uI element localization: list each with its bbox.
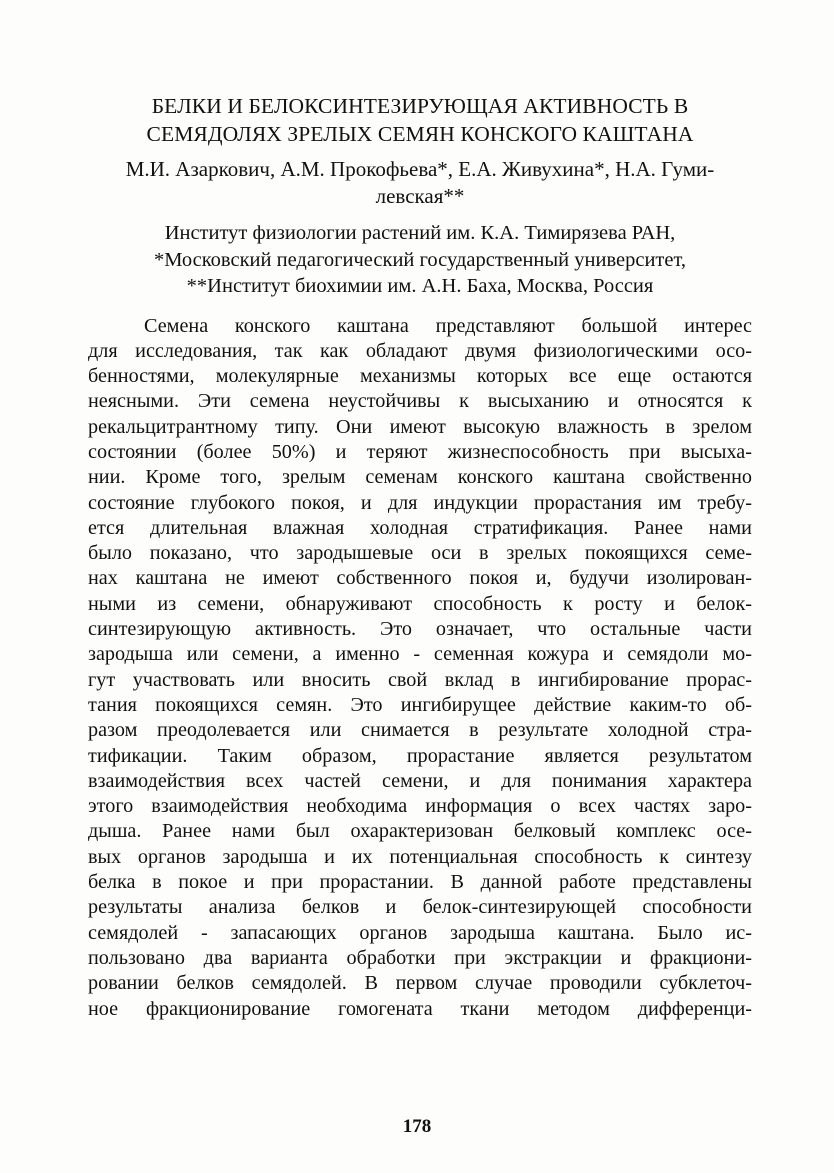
body-line: состояние глубокого покоя, и для индукции прорастания им требу- (88, 491, 752, 514)
affiliations (88, 220, 752, 300)
body-line: семядолей - запасающих органов зародыша каштана. Было ис- (88, 921, 752, 944)
affiliation-line: Институт физиологии растений им. К.А. Тимирязева РАН, (164, 222, 676, 244)
body-line: ется длительная влажная холодная стратификация. Ранее нами (88, 516, 752, 539)
body-line: гут участвовать или вносить свой вклад в ингибирование прорас- (88, 668, 752, 691)
body-line: ными из семени, обнаруживают способность к росту и белок- (88, 592, 752, 615)
affiliation-line: *Московский педагогический государственный университет, (153, 248, 687, 271)
body-line: ное фракционирование гомогената ткани методом дифференци- (88, 997, 752, 1020)
title-line: БЕЛКИ И БЕЛОКСИНТЕЗИРУЮЩАЯ АКТИВНОСТЬ В (151, 94, 689, 118)
body-line: нах каштана не имеют собственного покоя и, будучи изолирован- (88, 567, 752, 590)
body-line: этого взаимодействия необходима информация о всех частях заро- (88, 795, 752, 818)
body-line: Семена конского каштана представляют большой интерес (144, 314, 752, 337)
authors-line: М.И. Азаркович, А.М. Прокофьева*, Е.А. Живухина*, Н.А. Гуми- (125, 157, 715, 181)
body-line: результаты анализа белков и белок-синтезирующей способности (88, 896, 752, 919)
article-title (88, 92, 752, 148)
body-line: состоянии (более 50%) и теряют жизнеспособность при высыха- (88, 440, 752, 463)
authors (88, 156, 752, 210)
body-line: тификации. Таким образом, прорастание является результатом (88, 744, 752, 767)
body-line: рекальцитрантному типу. Они имеют высокую влажность в зрелом (88, 415, 752, 438)
body-line: неясными. Эти семена неустойчивы к высыханию и относятся к (88, 390, 752, 413)
body-line: для исследования, так как обладают двумя физиологическими осо- (88, 339, 752, 362)
body-line: бенностями, молекулярные механизмы которых все еще остаются (88, 365, 752, 388)
body-line: белка в покое и при прорастании. В данной работе представлены (88, 871, 752, 894)
body-line: взаимодействия всех частей семени, и для понимания характера (88, 769, 752, 792)
body-line: тания покоящихся семян. Это ингибирущее действие каким-то об- (88, 693, 752, 716)
body-line: пользовано два варианта обработки при экстракции и фракциони- (88, 946, 752, 969)
body-line: зародыша или семени, а именно - семенная кожура и семядоли мо- (88, 643, 752, 666)
body-line: синтезирующую активность. Это означает, что остальные части (88, 618, 752, 641)
body-line: вых органов зародыша и их потенциальная способность к синтезу (88, 845, 752, 868)
page-content (88, 92, 752, 1022)
body-line: было показано, что зародышевые оси в зрелых покоящихся семе- (88, 542, 752, 565)
affiliation-line: **Институт биохимии им. А.Н. Баха, Москва, Россия (186, 275, 654, 297)
body-line: ровании белков семядолей. В первом случае проводили субклеточ- (88, 972, 752, 995)
body-paragraph (88, 314, 752, 1022)
body-line: нии. Кроме того, зрелым семенам конского каштана свойственно (88, 466, 752, 489)
title-line: СЕМЯДОЛЯХ ЗРЕЛЫХ СЕМЯН КОНСКОГО КАШТАНА (146, 122, 694, 146)
body-line: разом преодолевается или снимается в результате холодной стра- (88, 719, 752, 742)
body-line: дыша. Ранее нами был охарактеризован белковый комплекс осе- (88, 820, 752, 843)
authors-line: левская** (375, 184, 465, 208)
page-number: 178 (402, 1116, 432, 1137)
